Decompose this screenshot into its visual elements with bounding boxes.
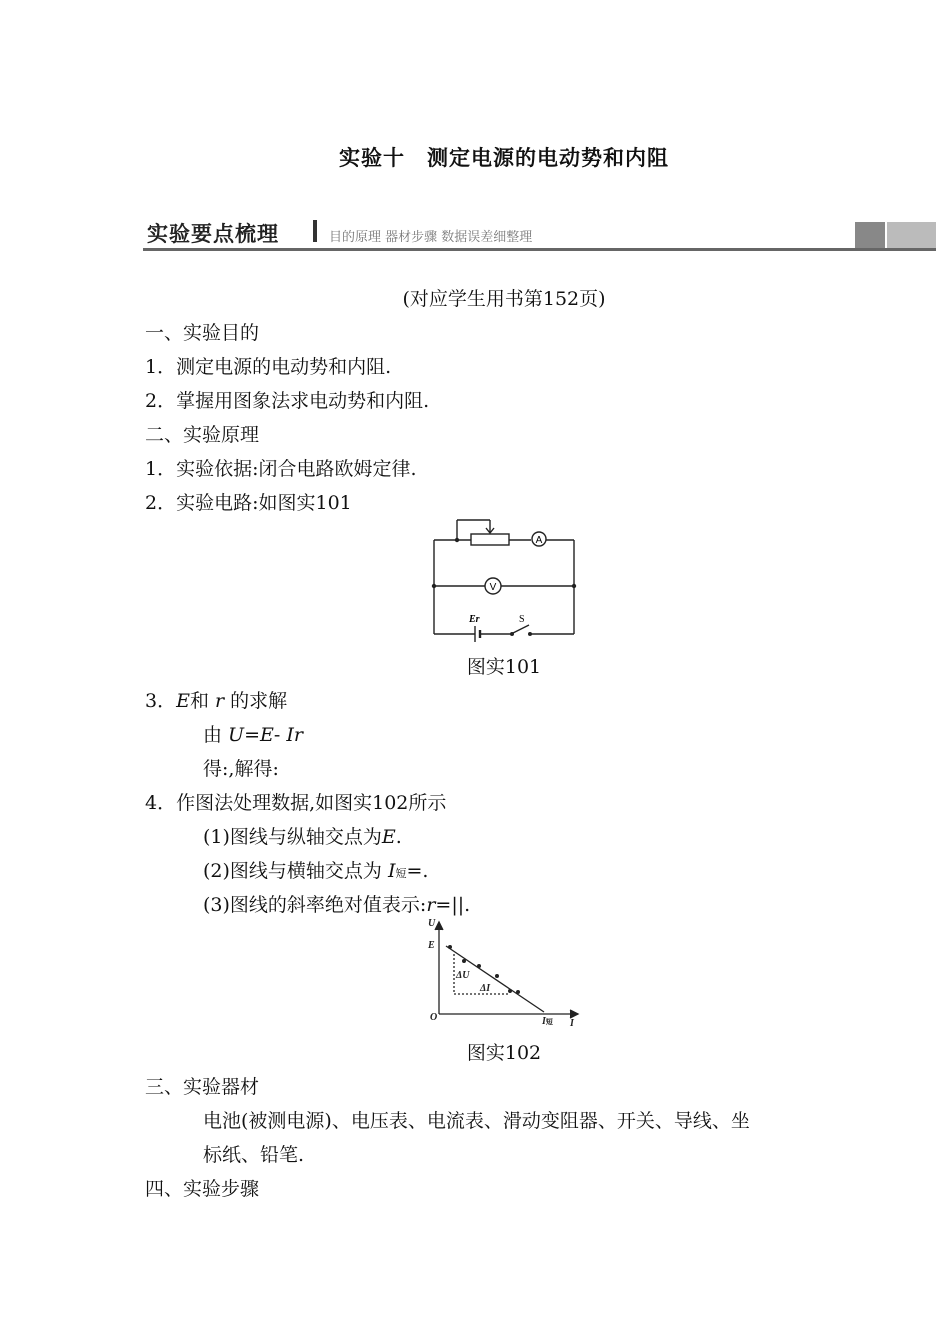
aim-item-1: 1．测定电源的电动势和内阻.	[145, 356, 392, 378]
section-banner	[143, 216, 936, 252]
principle-item-3: 3．E和 r 的求解	[145, 690, 288, 712]
emf-label: Er	[469, 614, 480, 625]
ammeter-label: A	[535, 535, 543, 546]
switch-label: S	[519, 614, 525, 625]
i-short-label: I短	[542, 1016, 553, 1027]
banner-block-light	[887, 222, 936, 248]
figure-102-caption: 图实102	[466, 1042, 542, 1064]
section-heading-2: 二、实验原理	[145, 424, 260, 446]
i-axis-label: I	[570, 1018, 574, 1029]
section-heading-3: 三、实验器材	[145, 1076, 260, 1098]
equation-line: 由 U=E- Ir	[203, 724, 303, 746]
u-i-graph	[420, 914, 590, 1032]
voltmeter-label: V	[489, 582, 497, 593]
delta-i-label: ΔI	[480, 983, 491, 994]
u-axis-label: U	[428, 918, 436, 929]
graph-point-2: (2)图线与横轴交点为 I短=.	[203, 860, 429, 882]
principle-item-2: 2．实验电路:如图实101	[145, 492, 352, 514]
banner-divider	[313, 220, 317, 242]
section-heading-4: 四、实验步骤	[145, 1178, 260, 1200]
delta-u-label: ΔU	[456, 970, 470, 981]
equipment-line-2: 标纸、铅笔.	[203, 1144, 305, 1166]
circuit-diagram	[425, 512, 585, 642]
solution-line: 得:,解得:	[203, 758, 279, 780]
banner-rule	[143, 248, 936, 251]
banner-title: 实验要点梳理	[147, 222, 279, 246]
equipment-line-1: 电池(被测电源)、电压表、电流表、滑动变阻器、开关、导线、坐	[203, 1110, 750, 1132]
principle-item-4: 4．作图法处理数据,如图实102所示	[145, 792, 447, 814]
origin-label: O	[430, 1012, 438, 1023]
figure-101-caption: 图实101	[466, 656, 542, 678]
banner-block-dark	[855, 222, 885, 248]
page-title: 实验十 测定电源的电动势和内阻	[339, 146, 669, 170]
graph-point-1: (1)图线与纵轴交点为E.	[203, 826, 402, 848]
e-intercept-label: E	[428, 940, 435, 951]
graph-point-3: (3)图线的斜率绝对值表示:r=||.	[203, 894, 471, 916]
banner-subtitle: 目的原理 器材步骤 数据误差细整理	[329, 230, 533, 245]
principle-item-1: 1．实验依据:闭合电路欧姆定律.	[145, 458, 417, 480]
book-reference: (对应学生用书第152页)	[402, 288, 606, 310]
section-heading-1: 一、实验目的	[145, 322, 260, 344]
aim-item-2: 2．掌握用图象法求电动势和内阻.	[145, 390, 430, 412]
